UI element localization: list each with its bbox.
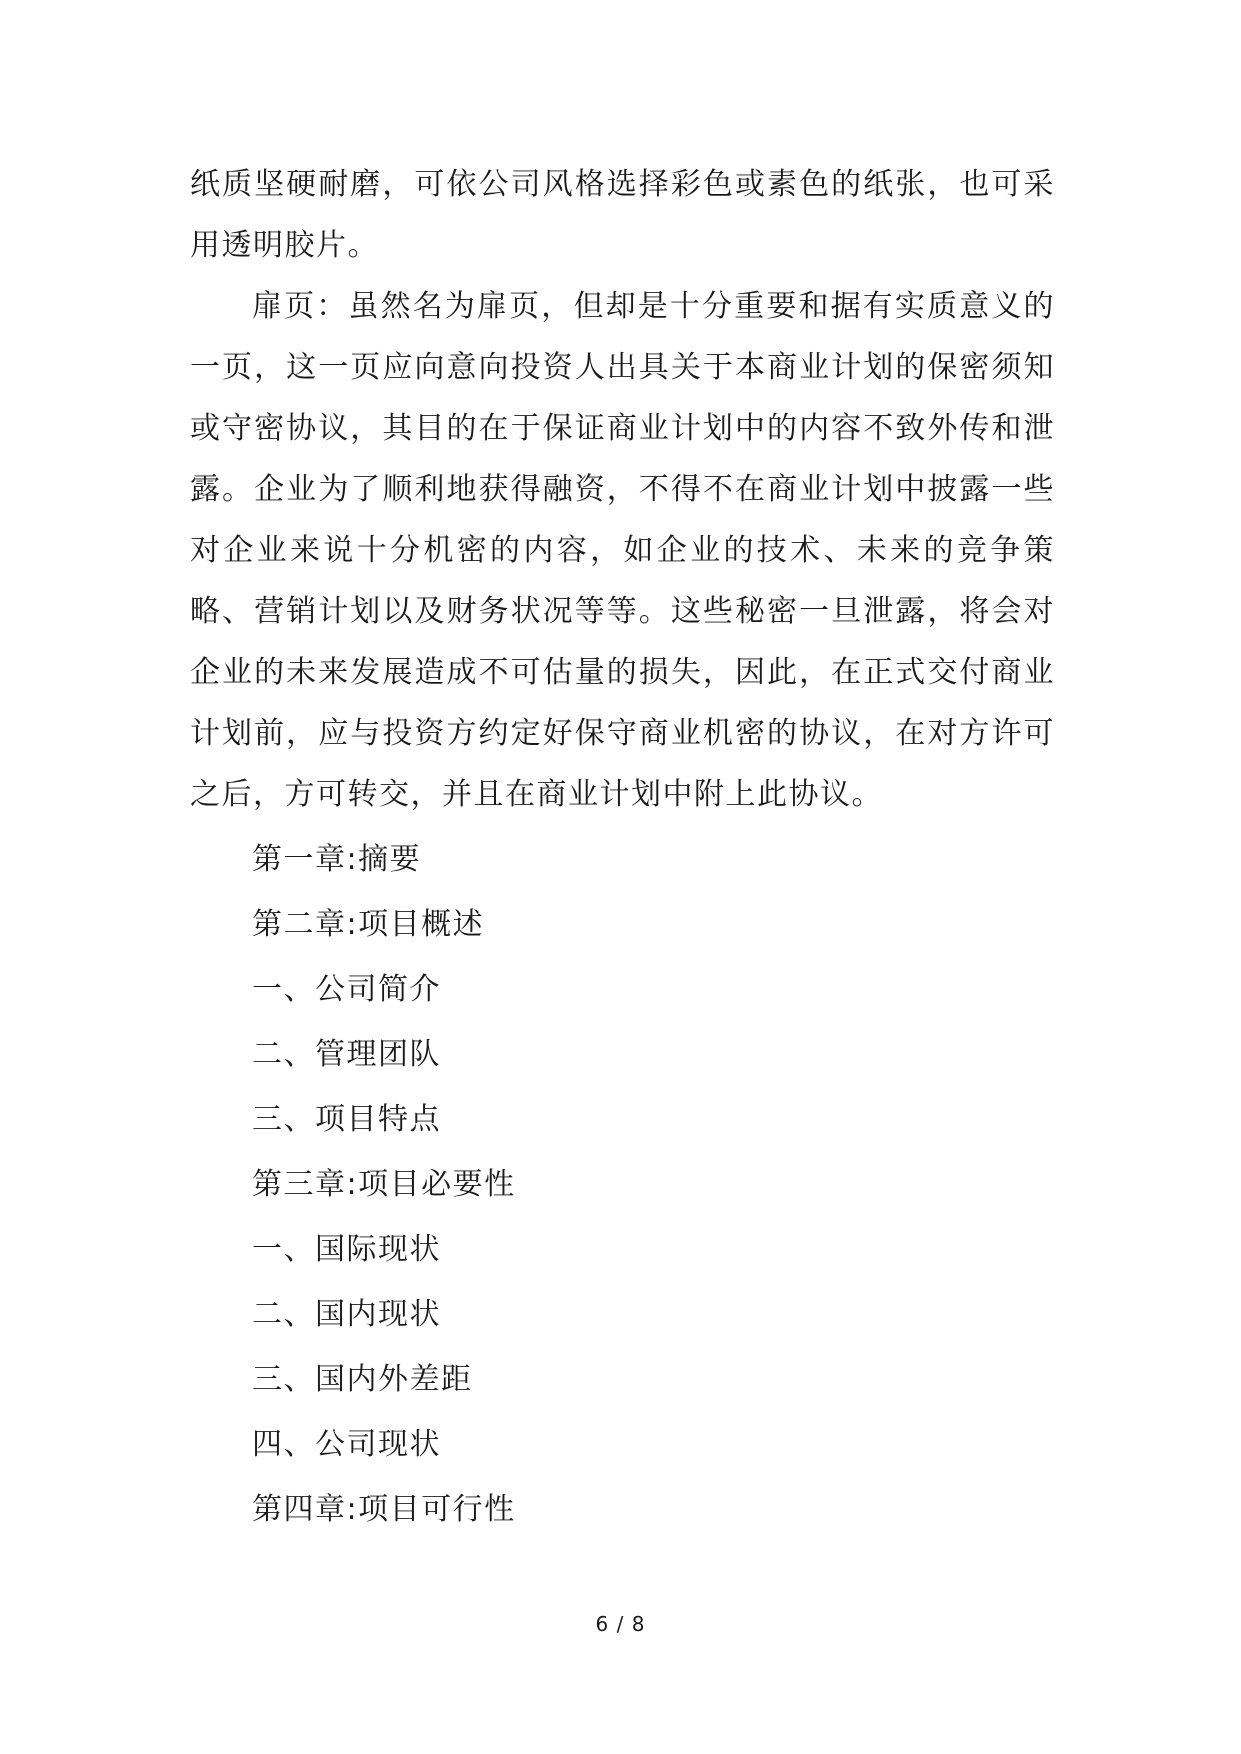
page-content — [190, 154, 1055, 1542]
outline-item: 一、公司简介 — [252, 972, 441, 1007]
outline-item: 二、国内现状 — [252, 1297, 441, 1332]
outline-item: 四、公司现状 — [252, 1427, 441, 1462]
outline-item: 三、国内外差距 — [252, 1362, 473, 1397]
outline-item: 三、项目特点 — [252, 1102, 441, 1137]
outline-item: 二、管理团队 — [252, 1037, 441, 1072]
outline-list — [190, 827, 1055, 1542]
outline-item: 一、国际现状 — [252, 1232, 441, 1267]
page-number: 6 / 8 — [595, 1612, 646, 1636]
outline-item: 第三章:项目必要性 — [252, 1167, 516, 1202]
outline-item: 第二章:项目概述 — [252, 907, 485, 942]
paragraph-title-page: 扉页：虽然名为扉页，但却是十分重要和据有实质意义的一页，这一页应向意向投资人出具关于本商业计划的保密须知或守密协议，其目的在于保证商业计划中的内容不致外传和泄露。企业为了顺利地获得融资，不得不在商业计划中披露一些对企业来说十分机密的内容，如企业的技术、未来的竞争策略、营销计划以及财务状况等等。这些秘密一旦泄露，将会对企业的未来发展造成不可估量的损失，因此，在正式交付商业计划前，应与投资方约定好保守商业机密的协议，在对方许可之后，方可转交，并且在商业计划中附上此协议。 — [190, 289, 1055, 812]
paragraph-paper-material: 纸质坚硬耐磨，可依公司风格选择彩色或素色的纸张，也可采用透明胶片。 — [190, 167, 1055, 263]
outline-item: 第四章:项目可行性 — [252, 1492, 516, 1527]
outline-item: 第一章:摘要 — [252, 842, 422, 877]
